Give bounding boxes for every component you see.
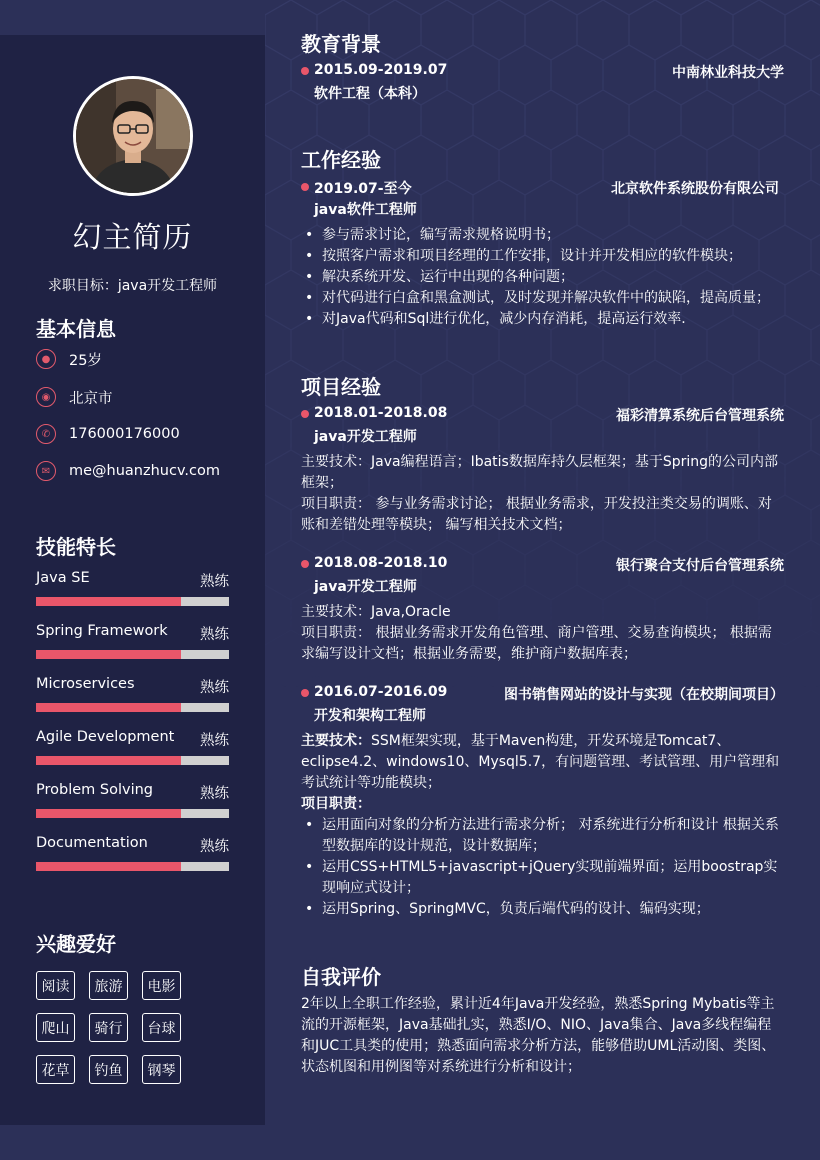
person-icon: ●	[36, 349, 56, 369]
education-major: 软件工程（本科）	[314, 86, 426, 102]
work-duty: • 解决系统开发、运行中出现的各种问题；	[301, 267, 781, 288]
hobby-tag: 爬山	[36, 1013, 75, 1042]
sidebar	[0, 35, 265, 1125]
hobby-tag: 阅读	[36, 971, 75, 1000]
skill-bar	[36, 809, 229, 818]
project-tech: 主要技术：Java,Oracle	[301, 604, 451, 620]
skill-bar-fill	[36, 650, 181, 659]
work-heading: 工作经验	[301, 148, 381, 172]
project-name: 银行聚合支付后台管理系统	[616, 558, 784, 574]
skill-item	[36, 729, 229, 749]
project-tech-label: 主要技术：	[301, 733, 371, 749]
hobby-tag: 电影	[142, 971, 181, 1000]
projects-heading: 项目经验	[301, 375, 381, 399]
project-tech: 主要技术：Java编程语言；Ibatis数据库持久层框架；基于Spring的公司内部框架；	[301, 454, 779, 491]
skill-name: Java SE	[36, 570, 90, 586]
mail-icon: ✉	[36, 461, 56, 481]
skill-bar	[36, 703, 229, 712]
skill-bar-fill	[36, 597, 181, 606]
work-role: java软件工程师	[314, 202, 417, 218]
bullet-dot	[301, 183, 309, 191]
work-duty: • 对代码进行白盒和黑盒测试，及时发现并解决软件中的缺陷，提高质量；	[301, 288, 781, 309]
skill-item	[36, 676, 229, 696]
skill-bar-fill	[36, 756, 181, 765]
project-duty: • 运用CSS+HTML5+javascript+jQuery实现前端界面；运用boostrap实现响应式设计；	[301, 857, 781, 899]
info-email	[36, 460, 220, 482]
project-duty: 项目职责： 根据业务需求开发角色管理、商户管理、交易查询模块； 根据需求编写设计文档；根据业务需要，维护商户数据库表；	[301, 625, 772, 662]
bullet-dot	[301, 560, 309, 568]
self-eval-heading: 自我评价	[301, 965, 381, 989]
skill-level: 熟练	[200, 786, 229, 802]
skill-bar	[36, 756, 229, 765]
project-duties	[301, 815, 781, 920]
skill-bar-fill	[36, 703, 181, 712]
project-tech-block	[301, 731, 781, 794]
work-duties	[301, 225, 781, 330]
skill-level: 熟练	[200, 839, 229, 855]
project-date: 2018.01-2018.08	[314, 405, 448, 421]
project-name: 福彩清算系统后台管理系统	[616, 408, 784, 424]
skill-item	[36, 570, 229, 590]
bullet-dot	[301, 410, 309, 418]
education-date: 2015.09-2019.07	[314, 62, 448, 78]
basic-info-heading: 基本信息	[36, 317, 116, 341]
location-icon: ◉	[36, 387, 56, 407]
skill-bar-fill	[36, 809, 181, 818]
project-duty: • 运用Spring、SpringMVC，负责后端代码的设计、编码实现；	[301, 899, 781, 920]
job-target: 求职目标：java开发工程师	[47, 278, 218, 294]
info-age	[36, 348, 102, 370]
project-name: 图书销售网站的设计与实现（在校期间项目）	[504, 687, 784, 703]
hobby-tag: 花草	[36, 1055, 75, 1084]
skill-name: Problem Solving	[36, 782, 153, 798]
skill-bar	[36, 650, 229, 659]
project-tech: SSM框架实现，基于Maven构建，开发环境是Tomcat7、eclipse4.2、windows10、Mysql5.7，有问题管理、考试管理、用户管理和考试统计等功能模块；	[301, 733, 780, 791]
education-school: 中南林业科技大学	[672, 65, 784, 81]
hobby-tag: 旅游	[89, 971, 128, 1000]
info-phone-text: 176000176000	[69, 426, 180, 442]
resume-name: 幻主简历	[72, 220, 193, 254]
work-duty: • 按照客户需求和项目经理的工作安排，设计并开发相应的软件模块；	[301, 246, 781, 267]
info-location	[36, 386, 113, 408]
skill-item	[36, 835, 229, 855]
skill-level: 熟练	[200, 733, 229, 749]
hobbies-heading: 兴趣爱好	[36, 932, 116, 956]
bullet-dot	[301, 67, 309, 75]
hobby-tag: 钓鱼	[89, 1055, 128, 1084]
phone-icon: ✆	[36, 424, 56, 444]
bullet-dot	[301, 689, 309, 697]
project-duty: • 运用面向对象的分析方法进行需求分析； 对系统进行分析和设计 根据关系型数据库的设计规范，设计数据库；	[301, 815, 781, 857]
profile-photo	[76, 79, 190, 193]
skill-name: Documentation	[36, 835, 148, 851]
work-duty: • 对Java代码和Sql进行优化，减少内存消耗，提高运行效率.	[301, 309, 781, 330]
project-role: java开发工程师	[314, 429, 417, 445]
work-company: 北京软件系统股份有限公司	[611, 181, 779, 197]
hobby-tag: 钢琴	[142, 1055, 181, 1084]
skill-item	[36, 782, 229, 802]
project-date: 2016.07-2016.09	[314, 684, 448, 700]
skill-name: Microservices	[36, 676, 135, 692]
skill-level: 熟练	[200, 680, 229, 696]
skill-name: Spring Framework	[36, 623, 168, 639]
info-location-text: 北京市	[69, 390, 113, 407]
project-role: 开发和架构工程师	[314, 708, 426, 724]
info-email-text: me@huanzhucv.com	[69, 463, 220, 479]
skill-level: 熟练	[200, 627, 229, 643]
work-duty: • 参与需求讨论，编写需求规格说明书；	[301, 225, 781, 246]
info-phone	[36, 423, 180, 445]
skill-level: 熟练	[200, 574, 229, 590]
skill-bar	[36, 597, 229, 606]
project-duty-label: 项目职责：	[301, 796, 371, 812]
info-age-text: 25岁	[69, 352, 102, 369]
work-date: 2019.07-至今	[314, 181, 412, 197]
skill-item	[36, 623, 229, 643]
hobby-tag: 台球	[142, 1013, 181, 1042]
skill-bar-fill	[36, 862, 181, 871]
skills-heading: 技能特长	[36, 535, 116, 559]
project-duty: 项目职责： 参与业务需求讨论； 根据业务需求，开发投注类交易的调账、对账和差错处理等模块； 编写相关技术文档；	[301, 496, 772, 533]
skill-bar	[36, 862, 229, 871]
avatar	[73, 76, 193, 196]
education-heading: 教育背景	[301, 32, 381, 56]
self-eval-text: 2年以上全职工作经验，累计近4年Java开发经验，熟悉Spring Mybatis等主流的开源框架，Java基础扎实，熟悉I/O、NIO、Java集合、Java多线程编程和JUC工具类的使用；熟悉面向需求分析方法，能够借助UML活动图、类图、状态机图和用例图等对系统进行分析和设计；	[301, 996, 776, 1075]
project-role: java开发工程师	[314, 579, 417, 595]
hobby-tag: 骑行	[89, 1013, 128, 1042]
skill-name: Agile Development	[36, 729, 175, 745]
project-date: 2018.08-2018.10	[314, 555, 448, 571]
